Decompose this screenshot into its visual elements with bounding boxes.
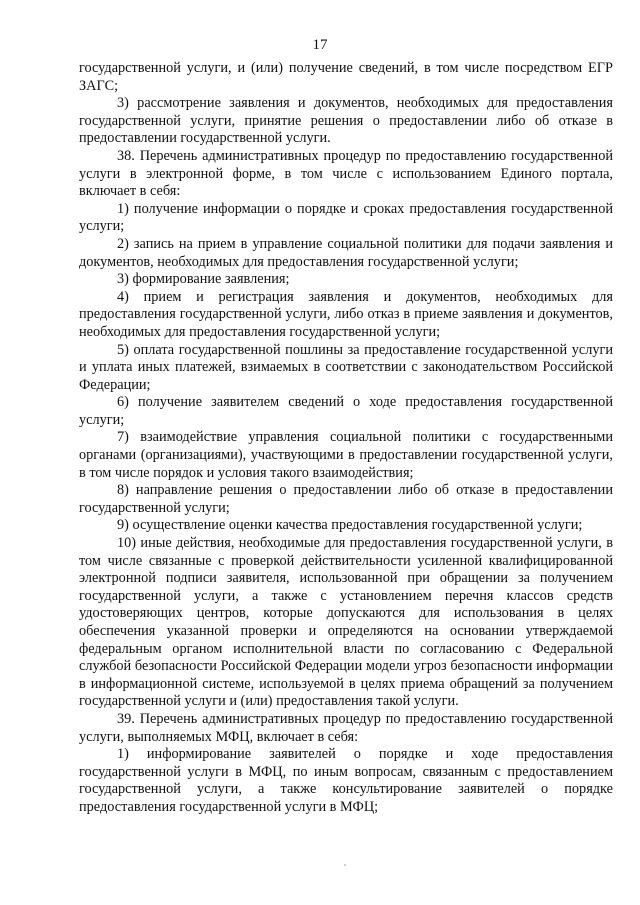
paragraph: 6) получение заявителем сведений о ходе предоставления государственной услуги; bbox=[79, 394, 613, 428]
paragraph: 1) информирование заявителей о порядке и ходе предоставления государственной услуги в МФЦ, по иным вопросам, связанным с предоставлением государственной услуги, а также консультирование заявителей о порядке предоставления государственной услуги в МФЦ; bbox=[79, 746, 613, 815]
paragraph: 2) запись на прием в управление социальной политики для подачи заявления и документов, необходимых для предоставления государственной услуги; bbox=[79, 235, 613, 270]
paragraph: 3) рассмотрение заявления и документов, необходимых для предоставления государственной услуги, принятие решения о предоставлении либо об отказе в предоставлении государственной услуги. bbox=[79, 95, 613, 147]
paragraph: 9) осуществление оценки качества предоставления государственной услуги; bbox=[117, 517, 583, 534]
page-number: 17 bbox=[312, 37, 328, 53]
paragraph: 4) прием и регистрация заявления и документов, необходимых для предоставления государственной услуги, либо отказ в приеме заявления и документов, необходимых для предоставления государственной услуги; bbox=[79, 288, 613, 340]
paragraph: 39. Перечень административных процедур по предоставлению государственной услуги, выполняемых МФЦ, включает в себя: bbox=[79, 710, 613, 745]
paragraph: 1) получение информации о порядке и сроках предоставления государственной услуги; bbox=[79, 200, 613, 235]
paragraph: 10) иные действия, необходимые для предоставления государственной услуги, в том числе связанные с проверкой действительности усиленной квалифицированной электронной подписи заявителя, использованной при обращении за получением государственной услуги, а также с установлением перечня классов средств удостоверяющих центров, которые допускаются для использования в целях обеспечения указанной проверки и определяются на основании утверждаемой федеральным органом исполнительной власти по согласованию с Федеральной службой безопасности Российской Федерации модели угроз безопасности информации в информационной системе, используемой в целях приема обращений за получением государственной услуги и (или) предоставления такой услуги. bbox=[79, 535, 613, 710]
paragraph: 8) направление решения о предоставлении либо об отказе в предоставлении государственной услуги; bbox=[79, 482, 613, 516]
paragraph: 5) оплата государственной пошлины за предоставление государственной услуги и уплата иных платежей, взимаемых в соответствии с законодательством Российской Федерации; bbox=[79, 341, 613, 393]
paragraph: 38. Перечень административных процедур по предоставлению государственной услуги в электронной форме, в том числе с использованием Единого портала, включает в себя: bbox=[79, 147, 613, 200]
paragraph: государственной услуги, и (или) получение сведений, в том числе посредством ЕГР ЗАГС; bbox=[79, 60, 613, 94]
paragraph: 3) формирование заявления; bbox=[117, 271, 290, 288]
paragraph: 7) взаимодействие управления социальной политики с государственными органами (организациями), участвующими в предоставлении государственной услуги, в том числе порядок и условия такого взаимодействия; bbox=[79, 429, 613, 481]
scan-speck bbox=[344, 864, 346, 866]
document-body bbox=[79, 60, 613, 817]
